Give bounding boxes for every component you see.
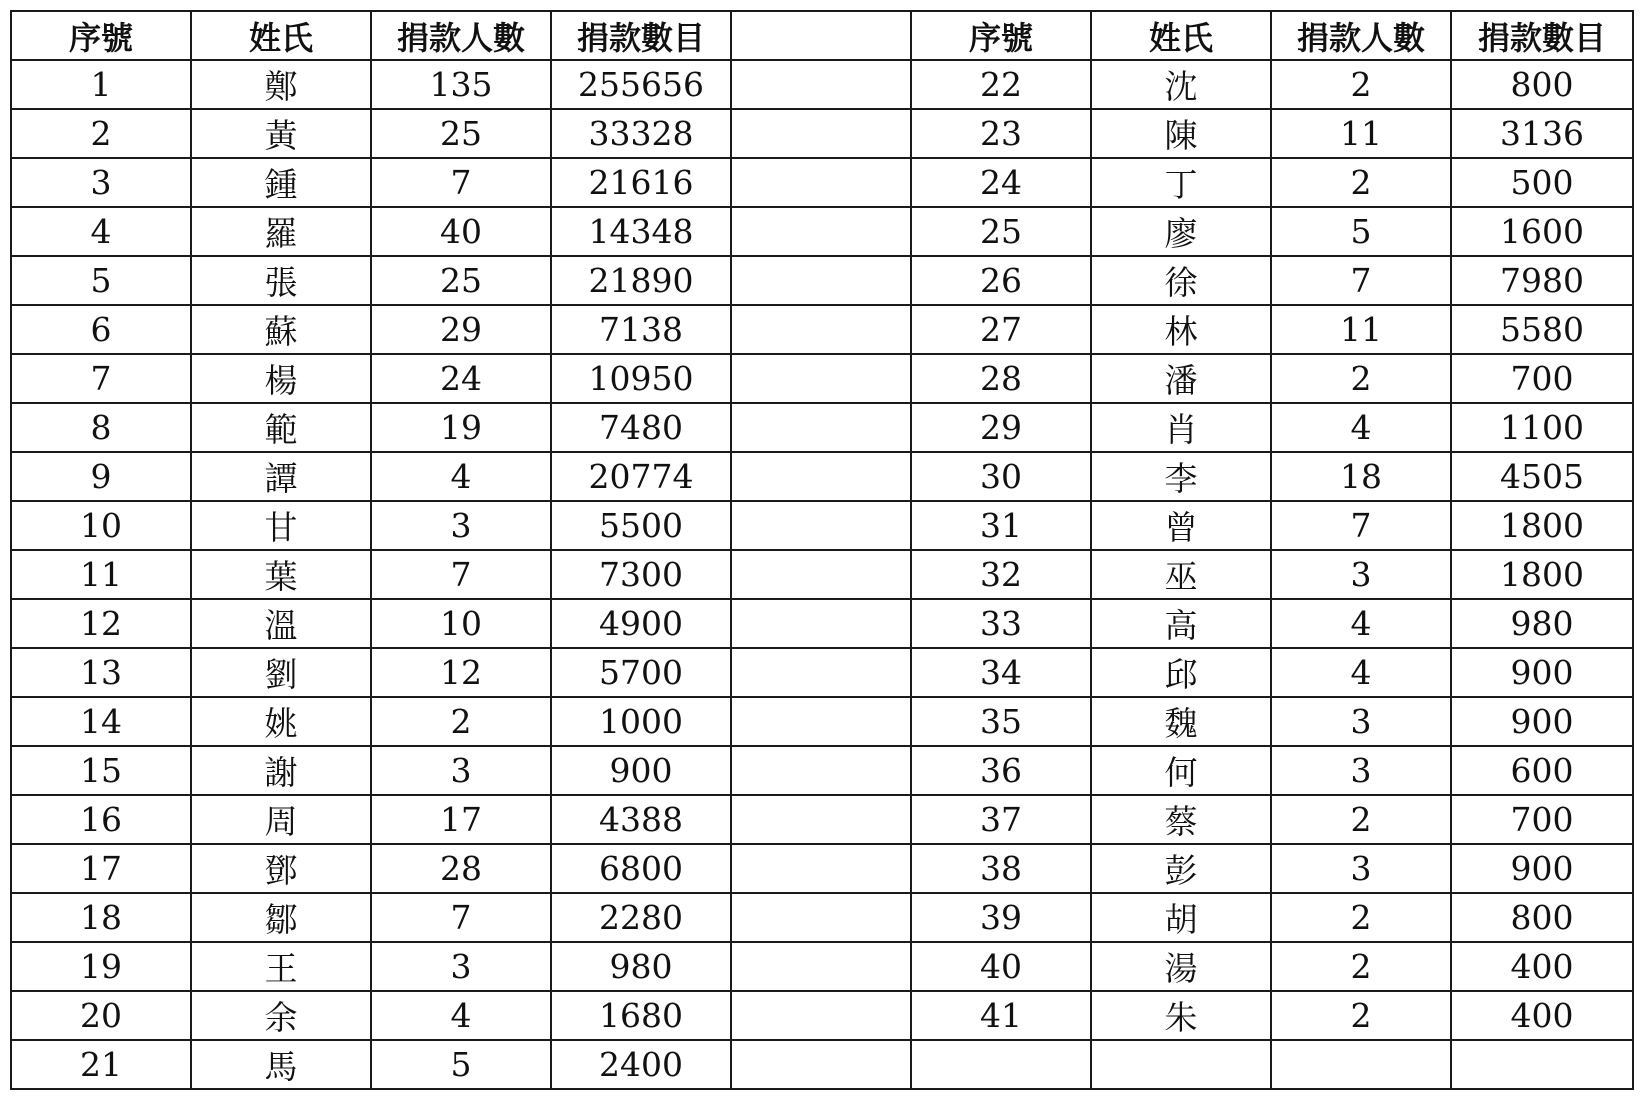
serial-cell: 15 — [11, 746, 191, 795]
serial-cell: 6 — [11, 305, 191, 354]
donation-amount-cell: 500 — [1451, 158, 1633, 207]
donor-count-cell: 3 — [371, 942, 551, 991]
serial-cell: 36 — [911, 746, 1091, 795]
surname-cell: 張 — [191, 256, 371, 305]
surname-cell: 陳 — [1091, 109, 1271, 158]
donation-amount-cell — [1451, 1040, 1633, 1089]
surname-cell: 鄧 — [191, 844, 371, 893]
header-donation-amount: 捐款數目 — [1451, 11, 1633, 60]
header-serial: 序號 — [11, 11, 191, 60]
spacer-cell — [731, 795, 911, 844]
header-donor-count: 捐款人數 — [371, 11, 551, 60]
donor-count-cell: 7 — [1271, 256, 1451, 305]
surname-cell: 邱 — [1091, 648, 1271, 697]
spacer-cell — [731, 403, 911, 452]
donation-amount-cell: 1000 — [551, 697, 731, 746]
serial-cell: 35 — [911, 697, 1091, 746]
donation-amount-cell: 900 — [1451, 844, 1633, 893]
donor-count-cell: 40 — [371, 207, 551, 256]
serial-cell: 17 — [11, 844, 191, 893]
donation-amount-cell: 6800 — [551, 844, 731, 893]
table-row — [11, 452, 1633, 501]
donor-count-cell: 5 — [371, 1040, 551, 1089]
serial-cell: 18 — [11, 893, 191, 942]
surname-cell: 馬 — [191, 1040, 371, 1089]
donation-amount-cell: 900 — [1451, 648, 1633, 697]
serial-cell: 19 — [11, 942, 191, 991]
table-row — [11, 795, 1633, 844]
spacer-cell — [731, 501, 911, 550]
donation-table — [10, 10, 1634, 1090]
surname-cell: 廖 — [1091, 207, 1271, 256]
surname-cell: 潘 — [1091, 354, 1271, 403]
table-row — [11, 550, 1633, 599]
serial-cell: 3 — [11, 158, 191, 207]
surname-cell: 丁 — [1091, 158, 1271, 207]
donation-amount-cell: 400 — [1451, 991, 1633, 1040]
surname-cell: 肖 — [1091, 403, 1271, 452]
table-row — [11, 991, 1633, 1040]
serial-cell: 20 — [11, 991, 191, 1040]
donor-count-cell: 3 — [1271, 844, 1451, 893]
header-surname: 姓氏 — [191, 11, 371, 60]
surname-cell: 鄒 — [191, 893, 371, 942]
surname-cell — [1091, 1040, 1271, 1089]
surname-cell: 胡 — [1091, 893, 1271, 942]
serial-cell: 29 — [911, 403, 1091, 452]
header-donor-count: 捐款人數 — [1271, 11, 1451, 60]
surname-cell: 謝 — [191, 746, 371, 795]
donor-count-cell: 10 — [371, 599, 551, 648]
table-row — [11, 942, 1633, 991]
surname-cell: 羅 — [191, 207, 371, 256]
donor-count-cell: 7 — [1271, 501, 1451, 550]
donation-amount-cell: 10950 — [551, 354, 731, 403]
donation-amount-cell: 900 — [551, 746, 731, 795]
spacer-cell — [731, 1040, 911, 1089]
donor-count-cell: 2 — [1271, 158, 1451, 207]
surname-cell: 沈 — [1091, 60, 1271, 109]
surname-cell: 徐 — [1091, 256, 1271, 305]
surname-cell: 林 — [1091, 305, 1271, 354]
surname-cell: 蘇 — [191, 305, 371, 354]
donation-amount-cell: 33328 — [551, 109, 731, 158]
serial-cell: 28 — [911, 354, 1091, 403]
donation-amount-cell: 2400 — [551, 1040, 731, 1089]
donation-amount-cell: 20774 — [551, 452, 731, 501]
serial-cell: 16 — [11, 795, 191, 844]
donation-amount-cell: 800 — [1451, 893, 1633, 942]
serial-cell: 30 — [911, 452, 1091, 501]
header-row — [11, 11, 1633, 60]
donor-count-cell: 18 — [1271, 452, 1451, 501]
header-serial: 序號 — [911, 11, 1091, 60]
serial-cell: 26 — [911, 256, 1091, 305]
serial-cell: 5 — [11, 256, 191, 305]
surname-cell: 周 — [191, 795, 371, 844]
donation-amount-cell: 14348 — [551, 207, 731, 256]
surname-cell: 範 — [191, 403, 371, 452]
spacer-cell — [731, 746, 911, 795]
donor-count-cell: 19 — [371, 403, 551, 452]
surname-cell: 湯 — [1091, 942, 1271, 991]
donation-table-sheet — [10, 10, 1632, 1096]
donation-amount-cell: 1680 — [551, 991, 731, 1040]
serial-cell: 32 — [911, 550, 1091, 599]
serial-cell: 7 — [11, 354, 191, 403]
surname-cell: 魏 — [1091, 697, 1271, 746]
table-row — [11, 697, 1633, 746]
spacer-cell — [731, 452, 911, 501]
serial-cell: 27 — [911, 305, 1091, 354]
spacer-cell — [731, 844, 911, 893]
spacer-cell — [731, 550, 911, 599]
donation-amount-cell: 600 — [1451, 746, 1633, 795]
donation-amount-cell: 21890 — [551, 256, 731, 305]
donation-amount-cell: 5700 — [551, 648, 731, 697]
donation-amount-cell: 4388 — [551, 795, 731, 844]
donor-count-cell: 3 — [1271, 746, 1451, 795]
donation-amount-cell: 7138 — [551, 305, 731, 354]
surname-cell: 何 — [1091, 746, 1271, 795]
serial-cell: 37 — [911, 795, 1091, 844]
donation-amount-cell: 1600 — [1451, 207, 1633, 256]
spacer-cell — [731, 599, 911, 648]
spacer-cell — [731, 697, 911, 746]
donor-count-cell: 3 — [1271, 697, 1451, 746]
serial-cell: 24 — [911, 158, 1091, 207]
table-row — [11, 207, 1633, 256]
donor-count-cell: 3 — [371, 501, 551, 550]
serial-cell: 21 — [11, 1040, 191, 1089]
spacer-cell — [731, 256, 911, 305]
donation-amount-cell: 1800 — [1451, 501, 1633, 550]
donation-amount-cell: 5500 — [551, 501, 731, 550]
donor-count-cell: 4 — [371, 991, 551, 1040]
donor-count-cell: 135 — [371, 60, 551, 109]
header-donation-amount: 捐款數目 — [551, 11, 731, 60]
table-row — [11, 256, 1633, 305]
surname-cell: 鍾 — [191, 158, 371, 207]
donation-amount-cell: 980 — [1451, 599, 1633, 648]
donor-count-cell: 12 — [371, 648, 551, 697]
table-row — [11, 599, 1633, 648]
donor-count-cell: 11 — [1271, 109, 1451, 158]
table-body — [11, 60, 1633, 1089]
surname-cell: 鄭 — [191, 60, 371, 109]
spacer-cell — [731, 60, 911, 109]
donor-count-cell: 24 — [371, 354, 551, 403]
serial-cell: 1 — [11, 60, 191, 109]
donor-count-cell: 2 — [1271, 354, 1451, 403]
spacer-cell — [731, 991, 911, 1040]
donor-count-cell: 4 — [1271, 403, 1451, 452]
donor-count-cell: 2 — [1271, 60, 1451, 109]
table-row — [11, 893, 1633, 942]
donor-count-cell: 3 — [371, 746, 551, 795]
table-row — [11, 305, 1633, 354]
donation-amount-cell: 255656 — [551, 60, 731, 109]
donation-amount-cell: 21616 — [551, 158, 731, 207]
serial-cell: 14 — [11, 697, 191, 746]
serial-cell: 38 — [911, 844, 1091, 893]
surname-cell: 甘 — [191, 501, 371, 550]
donation-amount-cell: 4900 — [551, 599, 731, 648]
surname-cell: 彭 — [1091, 844, 1271, 893]
donor-count-cell: 7 — [371, 893, 551, 942]
donor-count-cell: 29 — [371, 305, 551, 354]
surname-cell: 黃 — [191, 109, 371, 158]
surname-cell: 李 — [1091, 452, 1271, 501]
donation-amount-cell: 1100 — [1451, 403, 1633, 452]
donation-amount-cell: 980 — [551, 942, 731, 991]
donor-count-cell: 2 — [1271, 893, 1451, 942]
serial-cell: 31 — [911, 501, 1091, 550]
donation-amount-cell: 800 — [1451, 60, 1633, 109]
table-row — [11, 354, 1633, 403]
surname-cell: 曾 — [1091, 501, 1271, 550]
serial-cell: 2 — [11, 109, 191, 158]
serial-cell: 9 — [11, 452, 191, 501]
surname-cell: 巫 — [1091, 550, 1271, 599]
donation-amount-cell: 900 — [1451, 697, 1633, 746]
spacer-cell — [731, 305, 911, 354]
table-row — [11, 109, 1633, 158]
surname-cell: 姚 — [191, 697, 371, 746]
surname-cell: 余 — [191, 991, 371, 1040]
donation-amount-cell: 7980 — [1451, 256, 1633, 305]
donation-amount-cell: 7300 — [551, 550, 731, 599]
donor-count-cell: 7 — [371, 158, 551, 207]
donation-amount-cell: 3136 — [1451, 109, 1633, 158]
donor-count-cell — [1271, 1040, 1451, 1089]
donation-amount-cell: 2280 — [551, 893, 731, 942]
donor-count-cell: 5 — [1271, 207, 1451, 256]
donor-count-cell: 4 — [1271, 599, 1451, 648]
table-row — [11, 746, 1633, 795]
spacer-cell — [731, 109, 911, 158]
surname-cell: 溫 — [191, 599, 371, 648]
donor-count-cell: 2 — [1271, 991, 1451, 1040]
donation-amount-cell: 1800 — [1451, 550, 1633, 599]
donor-count-cell: 3 — [1271, 550, 1451, 599]
serial-cell: 41 — [911, 991, 1091, 1040]
surname-cell: 葉 — [191, 550, 371, 599]
table-row — [11, 1040, 1633, 1089]
donor-count-cell: 4 — [371, 452, 551, 501]
spacer-cell — [731, 942, 911, 991]
surname-cell: 譚 — [191, 452, 371, 501]
serial-cell: 13 — [11, 648, 191, 697]
serial-cell: 25 — [911, 207, 1091, 256]
serial-cell: 22 — [911, 60, 1091, 109]
spacer-cell — [731, 207, 911, 256]
donor-count-cell: 28 — [371, 844, 551, 893]
spacer-cell — [731, 648, 911, 697]
table-row — [11, 648, 1633, 697]
table-row — [11, 158, 1633, 207]
serial-cell: 39 — [911, 893, 1091, 942]
donor-count-cell: 2 — [1271, 942, 1451, 991]
serial-cell: 4 — [11, 207, 191, 256]
surname-cell: 蔡 — [1091, 795, 1271, 844]
surname-cell: 高 — [1091, 599, 1271, 648]
spacer-cell — [731, 354, 911, 403]
donor-count-cell: 2 — [1271, 795, 1451, 844]
serial-cell: 12 — [11, 599, 191, 648]
table-row — [11, 403, 1633, 452]
header-surname: 姓氏 — [1091, 11, 1271, 60]
serial-cell: 23 — [911, 109, 1091, 158]
serial-cell: 8 — [11, 403, 191, 452]
table-row — [11, 844, 1633, 893]
surname-cell: 朱 — [1091, 991, 1271, 1040]
spacer-cell — [731, 158, 911, 207]
table-row — [11, 60, 1633, 109]
donation-amount-cell: 700 — [1451, 795, 1633, 844]
donation-amount-cell: 4505 — [1451, 452, 1633, 501]
surname-cell: 王 — [191, 942, 371, 991]
surname-cell: 劉 — [191, 648, 371, 697]
serial-cell: 40 — [911, 942, 1091, 991]
donor-count-cell: 7 — [371, 550, 551, 599]
serial-cell: 10 — [11, 501, 191, 550]
serial-cell: 34 — [911, 648, 1091, 697]
table-row — [11, 501, 1633, 550]
donor-count-cell: 2 — [371, 697, 551, 746]
donor-count-cell: 25 — [371, 109, 551, 158]
serial-cell: 11 — [11, 550, 191, 599]
donation-amount-cell: 5580 — [1451, 305, 1633, 354]
donation-amount-cell: 7480 — [551, 403, 731, 452]
donor-count-cell: 11 — [1271, 305, 1451, 354]
serial-cell — [911, 1040, 1091, 1089]
donation-amount-cell: 400 — [1451, 942, 1633, 991]
donor-count-cell: 4 — [1271, 648, 1451, 697]
donor-count-cell: 25 — [371, 256, 551, 305]
spacer-cell — [731, 11, 911, 60]
donation-amount-cell: 700 — [1451, 354, 1633, 403]
surname-cell: 楊 — [191, 354, 371, 403]
serial-cell: 33 — [911, 599, 1091, 648]
donor-count-cell: 17 — [371, 795, 551, 844]
spacer-cell — [731, 893, 911, 942]
